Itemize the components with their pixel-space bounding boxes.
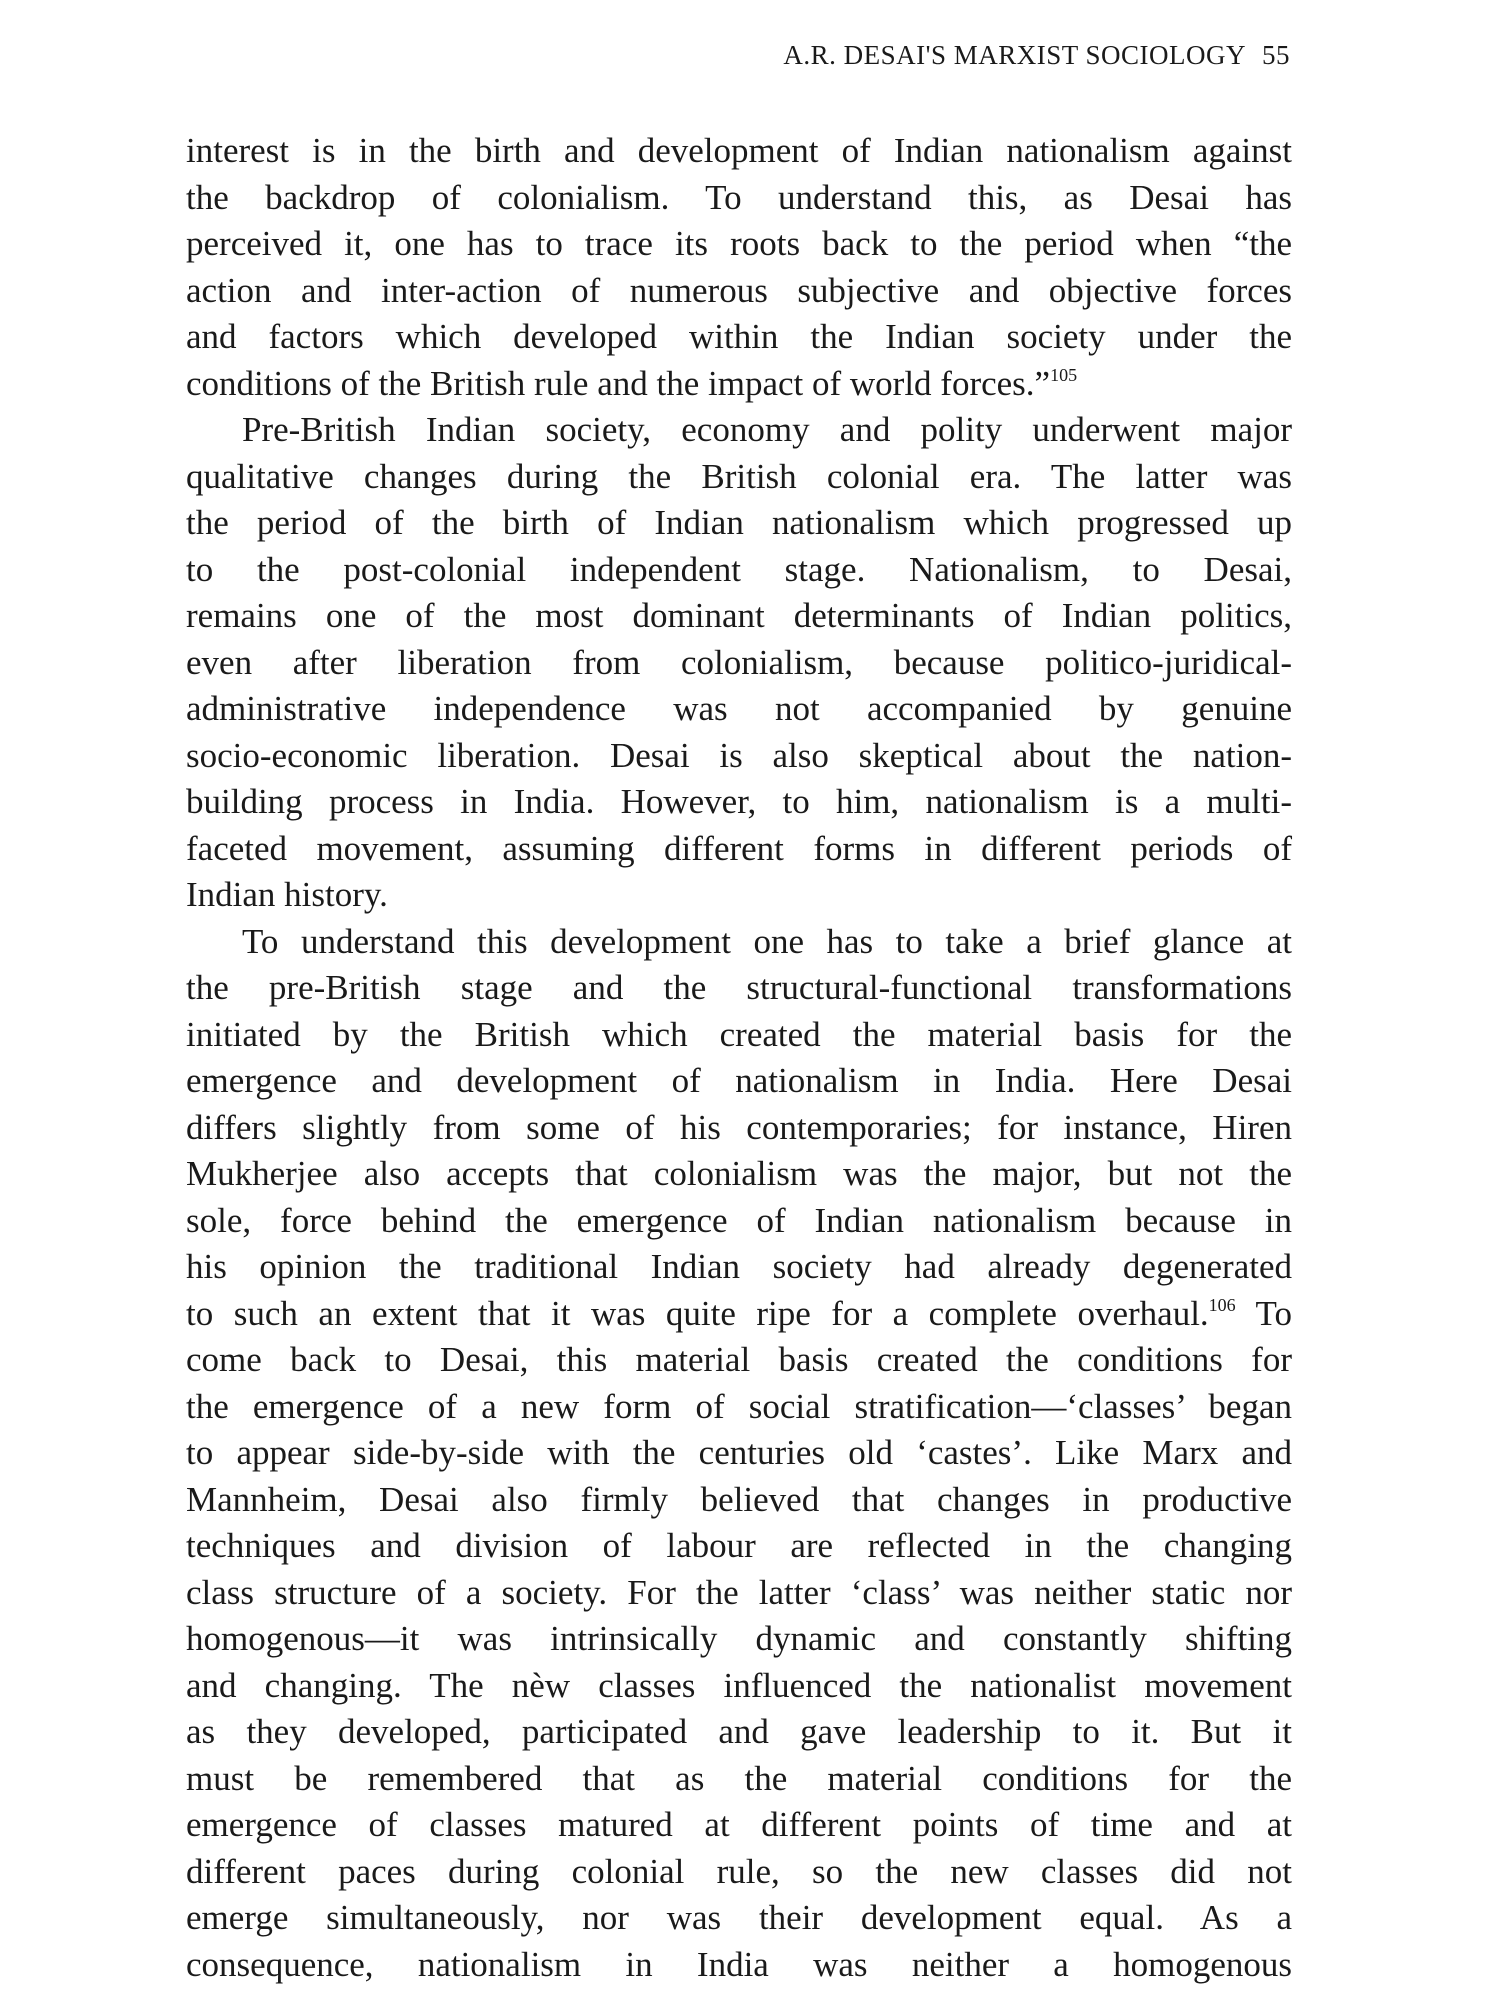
text-line [186,919,1292,966]
text-line [186,1709,1292,1756]
text-line [186,1756,1292,1803]
text-line [186,1663,1292,1710]
text-line [186,1802,1292,1849]
text-line [186,1616,1292,1663]
text-line [186,1895,1292,1942]
footnote-ref: 105 [1050,364,1078,385]
text-line [186,1384,1292,1431]
line-text: faceted movement, assuming different forms in different periods of [186,828,1292,868]
line-text: Mannheim, Desai also firmly believed that changes in productive [186,1479,1292,1519]
line-text: perceived it, one has to trace its roots back to the period when “the [186,224,1292,263]
paragraph [186,407,1292,919]
line-text: his opinion the traditional Indian society had already degenerated [186,1247,1292,1286]
line-text: the backdrop of colonialism. To understand this, as Desai has [186,177,1292,217]
line-text: even after liberation from colonialism, because politico-juridical- [186,642,1292,682]
line-text: must be remembered that as the material conditions for the [186,1758,1292,1798]
paragraph [186,919,1292,1989]
line-text: and factors which developed within the Indian society under the [186,317,1292,356]
text-line [186,733,1292,780]
text-line [186,826,1292,873]
line-text: different paces during colonial rule, so the new classes did not [186,1851,1292,1891]
page-number: 55 [1262,40,1290,70]
line-text: the emergence of a new form of social stratification—‘classes’ began [186,1386,1292,1426]
line-text: differs slightly from some of his contemporaries; for instance, Hiren [186,1107,1292,1147]
text-line [186,779,1292,826]
text-line [186,1058,1292,1105]
line-text: come back to Desai, this material basis created the conditions for [186,1340,1292,1379]
line-text: homogenous—it was intrinsically dynamic and constantly shifting [186,1619,1292,1658]
line-text: building process in India. However, to him, nationalism is a multi- [186,782,1292,821]
line-text: To understand this development one has to take a brief glance at [242,921,1292,961]
text-line [186,175,1292,222]
line-text: emergence and development of nationalism in India. Here Desai [186,1061,1292,1100]
line-text: to appear side-by-side with the centuries old ‘castes’. Like Marx and [186,1433,1292,1472]
text-line [186,1477,1292,1524]
text-line [186,1849,1292,1896]
line-text: as they developed, participated and gave leadership to it. But it [186,1712,1292,1751]
line-text: initiated by the British which created the material basis for the [186,1014,1292,1054]
line-text: socio-economic liberation. Desai is also skeptical about the nation- [186,735,1292,775]
text-line [186,1430,1292,1477]
footnote-ref: 106 [1208,1294,1236,1315]
text-line [186,1198,1292,1245]
text-line [186,407,1292,454]
text-line [186,640,1292,687]
line-text: the period of the birth of Indian nationalism which progressed up [186,503,1292,542]
running-head [783,40,1290,71]
text-line [186,1105,1292,1152]
running-head-title: A.R. DESAI'S MARXIST SOCIOLOGY [783,40,1246,70]
line-text: class structure of a society. For the latter ‘class’ was neither static nor [186,1572,1292,1612]
line-text: emergence of classes matured at different points of time and at [186,1805,1292,1844]
line-text-after: To [1235,1293,1292,1333]
line-text: techniques and division of labour are reflected in the changing [186,1526,1292,1565]
text-line [186,593,1292,640]
line-text: interest is in the birth and development of Indian nationalism against [186,131,1292,170]
line-text: action and inter-action of numerous subjective and objective forces [186,270,1292,310]
line-text: qualitative changes during the British colonial era. The latter was [186,456,1292,496]
text-line [186,1151,1292,1198]
text-line [186,686,1292,733]
text-line [186,1012,1292,1059]
line-text: sole, force behind the emergence of Indian nationalism because in [186,1200,1292,1240]
line-text: Indian history. [186,875,388,914]
text-line [186,1570,1292,1617]
text-line [186,1244,1292,1291]
text-line [186,361,1292,408]
body-text [186,128,1292,1988]
text-line [186,221,1292,268]
line-text: the pre-British stage and the structural-functional transformations [186,968,1292,1007]
text-line [186,547,1292,594]
text-line [186,872,1292,919]
line-text: administrative independence was not accompanied by genuine [186,689,1292,728]
text-line [186,128,1292,175]
text-line [186,1291,1292,1338]
line-text: emerge simultaneously, nor was their development equal. As a [186,1898,1292,1937]
line-text: to such an extent that it was quite ripe for a complete overhaul. [186,1293,1209,1333]
text-line [186,454,1292,501]
text-line [186,500,1292,547]
line-text: Mukherjee also accepts that colonialism was the major, but not the [186,1154,1292,1193]
text-line [186,314,1292,361]
line-text: to the post-colonial independent stage. Nationalism, to Desai, [186,549,1292,589]
text-line [186,268,1292,315]
line-text: and changing. The nèw classes influenced the nationalist movement [186,1665,1292,1705]
text-line [186,1523,1292,1570]
text-line [186,1942,1292,1989]
line-text: conditions of the British rule and the impact of world forces.” [186,363,1051,403]
line-text: Pre-British Indian society, economy and polity underwent major [242,410,1292,449]
text-line [186,1337,1292,1384]
line-text: consequence, nationalism in India was neither a homogenous [186,1944,1292,1984]
text-line [186,965,1292,1012]
paragraph [186,128,1292,407]
line-text: remains one of the most dominant determinants of Indian politics, [186,596,1292,635]
